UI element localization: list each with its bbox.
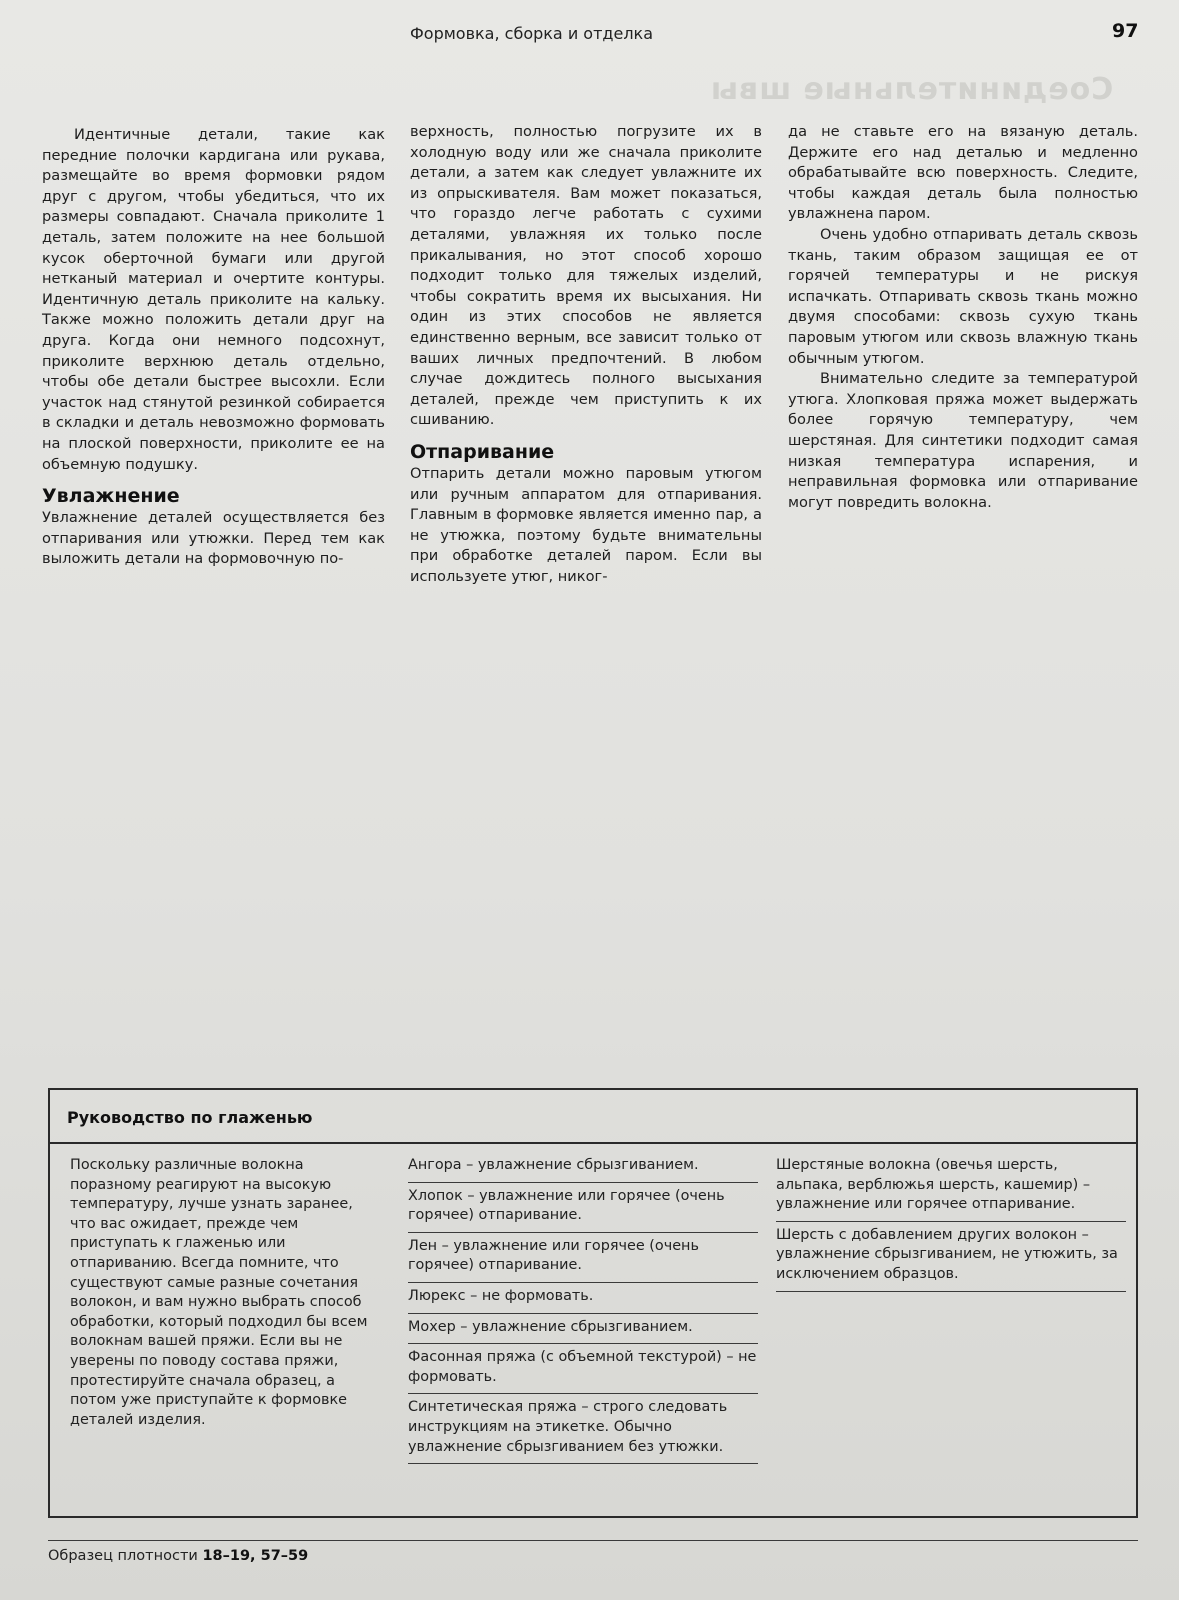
list-item: Шерсть с добавлением других волокон – увлажнение сбрызгиванием, не утюжить, за исключением образцов. <box>776 1222 1126 1292</box>
ironing-guide-box <box>48 1088 1138 1518</box>
footer-pages: 18–19, 57–59 <box>202 1548 309 1564</box>
page-number: 97 <box>1112 20 1139 42</box>
running-header: Формовка, сборка и отделка <box>410 24 654 43</box>
ironing-guide-title: Руководство по глаженью <box>67 1108 313 1127</box>
paragraph: Идентичные детали, такие как передние полочки кардигана или рукава, размещайте во время формовки рядом друг с другом, чтобы убедиться, что их размеры совпадают. Сначала приколите 1 деталь, затем положите на нее большой кусок оберточной бумаги или другой нетканый материал и очертите контуры. Идентичную деталь приколите на кальку. Также можно положить детали друг на друга. Когда они немного подсохнут, приколите верхнюю деталь отдельно, чтобы обе детали быстрее высохли. Если участок над стянутой резинкой собирается в складки и деталь невозможно формовать на плоской поверхности, приколите ее на объемную подушку. <box>42 126 385 473</box>
list-item: Фасонная пряжа (с объемной текстурой) – не формовать. <box>408 1344 758 1394</box>
paragraph: Очень удобно отпаривать деталь сквозь ткань, таким образом защищая ее от горячей температуры и не рискуя испачкать. Отпаривать сквозь ткань можно двумя способами: сквозь сухую ткань паровым утюгом или сквозь влажную ткань обычным утюгом. <box>788 225 1138 367</box>
paragraph: да не ставьте его на вязаную деталь. Держите его над деталью и медленно обрабатывайте всю поверхность. Следите, чтобы каждая деталь была полностью увлажнена паром. <box>788 123 1138 223</box>
bleed-through-heading: Соединительные швы <box>710 72 1114 107</box>
list-item: Синтетическая пряжа – строго следовать инструкциям на этикетке. Обычно увлажнение сбрызгиванием без утюжки. <box>408 1394 758 1464</box>
divider <box>50 1142 1136 1144</box>
section-heading-moistening: Увлажнение <box>42 485 180 508</box>
list-item: Хлопок – увлажнение или горячее (очень горячее) отпаривание. <box>408 1183 758 1233</box>
paragraph: Отпарить детали можно паровым утюгом или ручным аппаратом для отпаривания. Главным в формовке является именно пар, а не утюжка, поэтому будьте внимательны при обработке деталей паром. Если вы используете утюг, никог- <box>410 464 762 585</box>
text-column-3 <box>788 122 1138 513</box>
fiber-list-middle <box>408 1152 758 1464</box>
list-item: Люрекс – не формовать. <box>408 1283 758 1314</box>
list-item: Шерстяные волокна (овечья шерсть, альпака, верблюжья шерсть, кашемир) – увлажнение или горячее отпаривание. <box>776 1152 1126 1222</box>
text-column-1 <box>42 125 385 570</box>
ironing-guide-intro: Поскольку различные волокна поразному реагируют на высокую температуру, лучше узнать заранее, что вас ожидает, прежде чем приступать к глаженью или отпариванию. Всегда помните, что существуют самые разные сочетания волокон, и вам нужно выбрать способ обработки, который подходил бы всем волокнам вашей пряжи. Если вы не уверены по поводу состава пряжи, протестируйте сначала образец, а потом уже приступайте к формовке деталей изделия. <box>70 1157 368 1428</box>
divider <box>48 1540 1138 1541</box>
fiber-list-right <box>776 1152 1126 1292</box>
paragraph: верхность, полностью погрузите их в холодную воду или же сначала приколите детали, а затем как следует увлажните их из опрыскивателя. Вам может показаться, что гораздо легче работать с сухими деталями, увлажняя их только после прикалывания, но этот способ хорошо подходит только для тяжелых изделий, чтобы сократить время их высыхания. Ни один из этих способов не является единственно верным, все зависит только от ваших личных предпочтений. В любом случае дождитесь полного высыхания деталей, прежде чем приступить к их сшиванию. <box>410 123 762 429</box>
footer-cross-reference <box>48 1548 308 1564</box>
text-column-2 <box>410 122 762 587</box>
paragraph: Внимательно следите за температурой утюга. Хлопковая пряжа может выдержать более горячую температуру, чем шерстяная. Для синтетики подходит самая низкая температура испарения, и неправильная формовка или отпаривание могут повредить волокна. <box>788 370 1138 511</box>
list-item: Мохер – увлажнение сбрызгиванием. <box>408 1314 758 1345</box>
footer-label: Образец плотности <box>48 1548 198 1564</box>
list-item: Ангора – увлажнение сбрызгиванием. <box>408 1152 758 1183</box>
section-heading-steaming: Отпаривание <box>410 440 555 463</box>
list-item: Лен – увлажнение или горячее (очень горячее) отпаривание. <box>408 1233 758 1283</box>
paragraph: Увлажнение деталей осуществляется без отпаривания или утюжки. Перед тем как выложить детали на формовочную по- <box>42 509 385 568</box>
